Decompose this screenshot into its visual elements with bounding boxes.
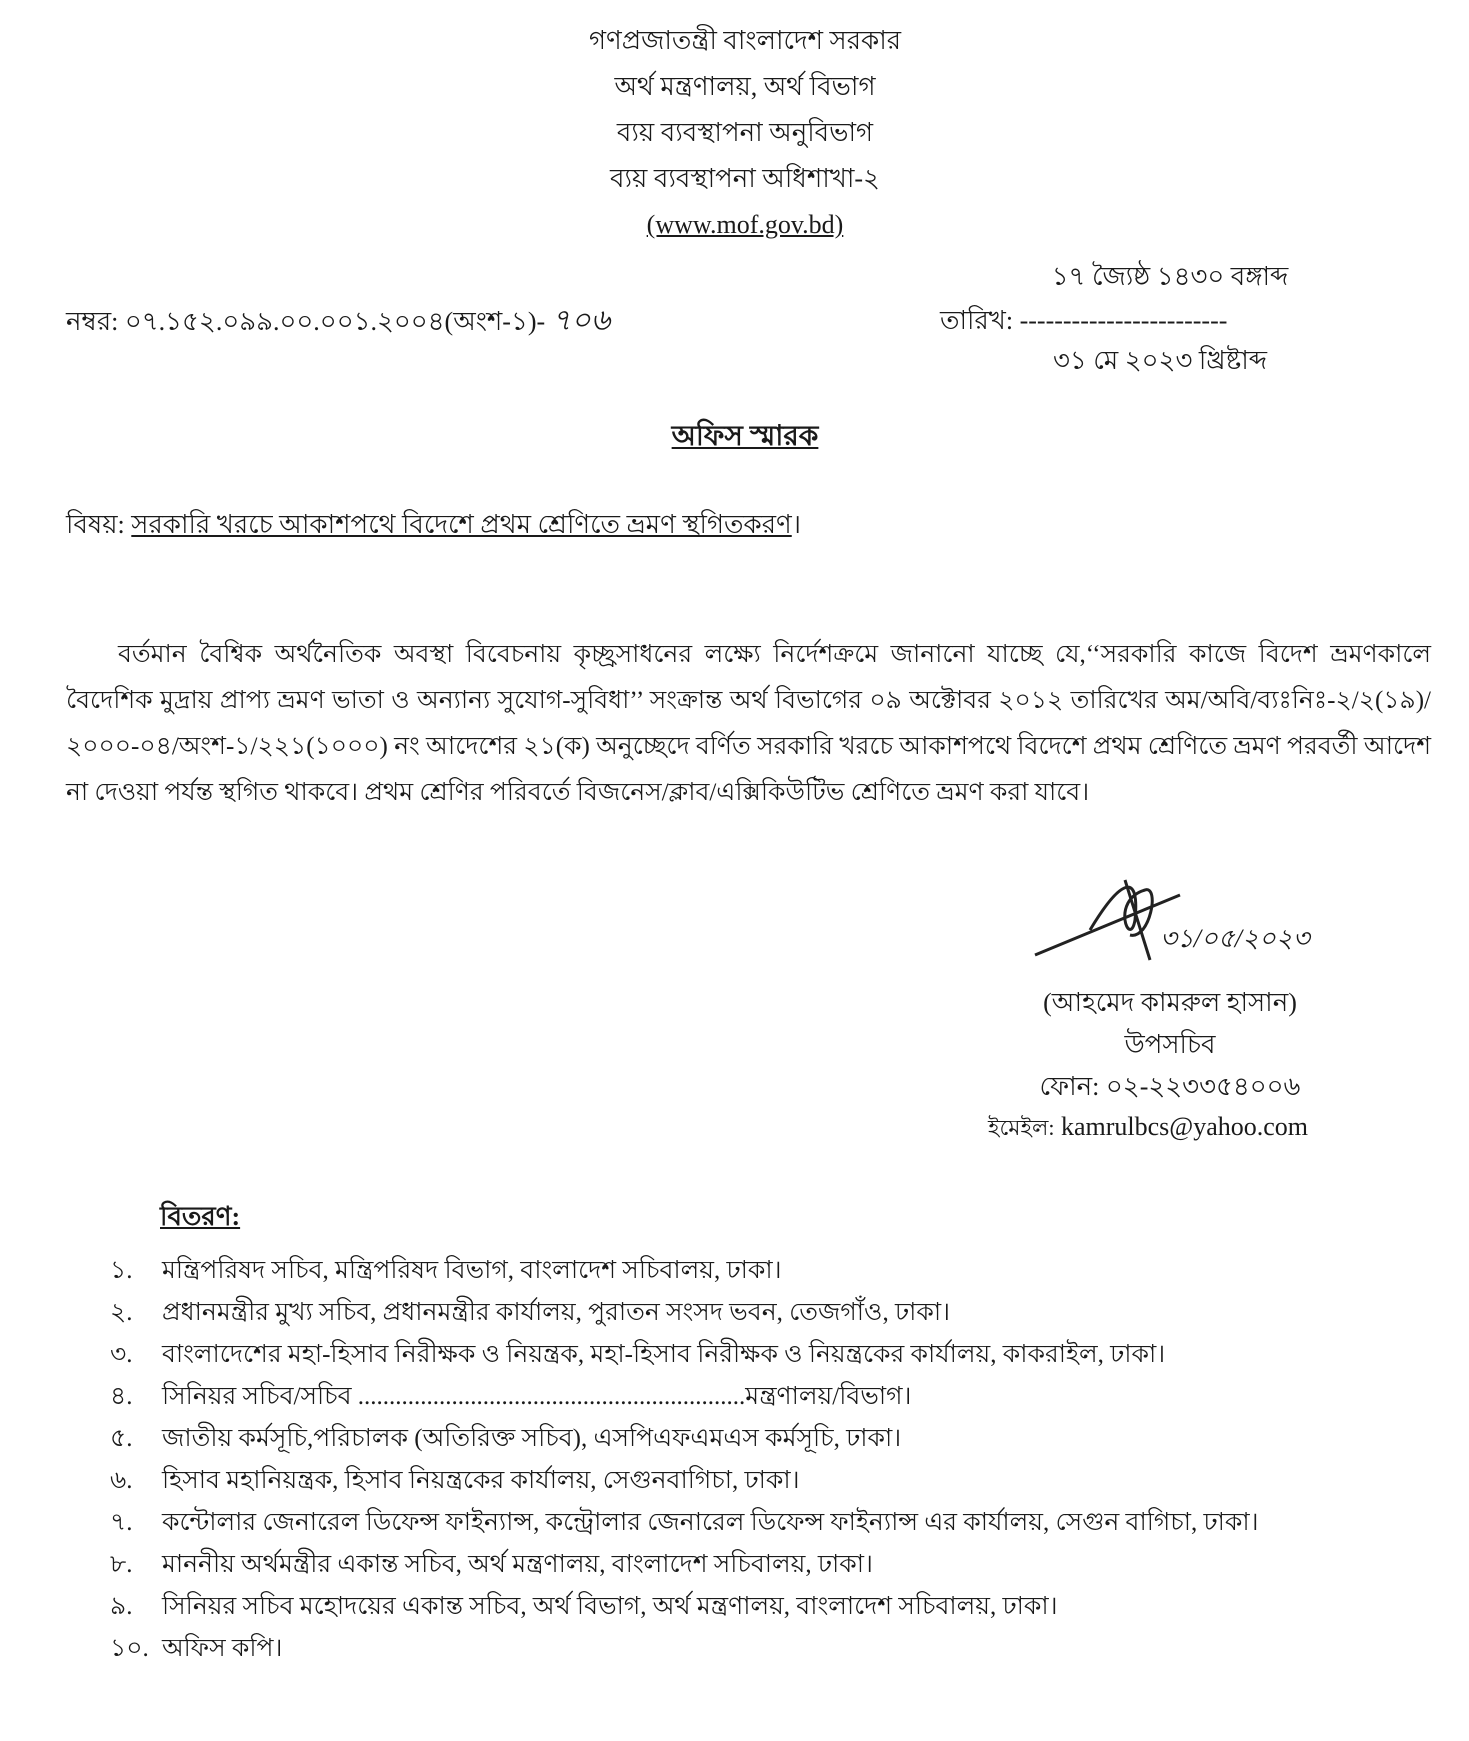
website-link[interactable]: (www.mof.gov.bd) — [646, 210, 844, 239]
subject-end: । — [791, 510, 802, 539]
phone-label: ফোন: — [1039, 1072, 1100, 1101]
item-number: ১০. — [110, 1635, 149, 1662]
subject-label: বিষয়: — [66, 510, 125, 539]
letterhead — [0, 26, 1469, 240]
handwritten-number: ৭০৬ — [551, 304, 611, 337]
signatory-phone — [1000, 1072, 1340, 1102]
reference-value: ০৭.১৫২.০৯৯.০০.০০১.২০০৪(অংশ-১)- — [124, 307, 546, 336]
item-text: অফিস কপি। — [162, 1635, 283, 1662]
item-number: ৭. — [110, 1509, 133, 1536]
header-line: ব্যয় ব্যবস্থাপনা অধিশাখা-২ — [610, 164, 880, 193]
list-item — [110, 1508, 1259, 1550]
signatory-email — [988, 1112, 1308, 1143]
list-item — [110, 1550, 1259, 1592]
item-text: সিনিয়র সচিব মহোদয়ের একান্ত সচিব, অর্থ বিভাগ, অর্থ মন্ত্রণালয়, বাংলাদেশ সচিবালয়, ঢাকা। — [162, 1593, 1058, 1620]
phone-value: ০২-২২৩৩৫৪০০৬ — [1105, 1072, 1301, 1101]
header-line: অর্থ মন্ত্রণালয়, অর্থ বিভাগ — [614, 72, 876, 101]
item-text: হিসাব মহানিয়ন্ত্রক, হিসাব নিয়ন্ত্রকের কার্যালয়, সেগুনবাগিচা, ঢাকা। — [162, 1467, 800, 1494]
item-text: প্রধানমন্ত্রীর মুখ্য সচিব, প্রধানমন্ত্রীর কার্যালয়, পুরাতন সংসদ ভবন, তেজগাঁও, ঢাকা। — [162, 1299, 951, 1326]
distribution-heading: বিতরণ: — [160, 1202, 241, 1231]
list-item — [110, 1592, 1259, 1634]
date-gregorian: ৩১ মে ২০২৩ খ্রিষ্টাব্দ — [1052, 346, 1268, 375]
item-text: সিনিয়র সচিব/সচিব ..............................................................মন্ত্রণালয়/বিভাগ। — [162, 1383, 912, 1410]
list-item — [110, 1634, 1259, 1676]
item-number: ৮. — [110, 1551, 133, 1578]
item-number: ৫. — [110, 1425, 133, 1452]
list-item — [110, 1340, 1259, 1382]
date-bangla: ১৭ জ্যৈষ্ঠ ১৪৩০ বঙ্গাব্দ — [1051, 262, 1289, 291]
item-number: ২. — [110, 1299, 133, 1326]
subject-line — [66, 510, 801, 540]
item-number: ৩. — [110, 1341, 133, 1368]
item-text: কন্টোলার জেনারেল ডিফেন্স ফাইন্যান্স, কন্ট্রোলার জেনারেল ডিফেন্স ফাইন্যান্স এর কার্যালয়, সেগুন বাগিচা, ঢাকা। — [162, 1509, 1259, 1536]
list-item — [110, 1256, 1259, 1298]
list-item — [110, 1466, 1259, 1508]
document-title: অফিস স্মারক — [671, 421, 819, 452]
reference-number — [66, 306, 610, 337]
email-value[interactable]: kamrulbcs@yahoo.com — [1060, 1112, 1309, 1141]
date-dashes: ------------------------ — [1019, 306, 1228, 335]
reference-label: নম্বর: — [66, 307, 119, 336]
distribution-list — [110, 1256, 1259, 1676]
header-line: ব্যয় ব্যবস্থাপনা অনুবিভাগ — [616, 118, 874, 147]
list-item — [110, 1298, 1259, 1340]
item-text: মন্ত্রিপরিষদ সচিব, মন্ত্রিপরিষদ বিভাগ, বাংলাদেশ সচিবালয়, ঢাকা। — [162, 1257, 782, 1284]
subject-text: সরকারি খরচে আকাশপথে বিদেশে প্রথম শ্রেণিতে ভ্রমণ স্থগিতকরণ — [131, 510, 792, 539]
list-item — [110, 1382, 1259, 1424]
signature-date: ৩১/০৫/২০২৩ — [1160, 924, 1310, 953]
list-item — [110, 1424, 1259, 1466]
header-line: গণপ্রজাতন্ত্রী বাংলাদেশ সরকার — [588, 26, 902, 55]
item-number: ১. — [110, 1257, 133, 1284]
body-paragraph: বর্তমান বৈশ্বিক অর্থনৈতিক অবস্থা বিবেচনায় কৃচ্ছ্রসাধনের লক্ষ্যে নির্দেশক্রমে জানানো যাচ্ছে যে,‘‘সরকারি কাজে বিদেশ ভ্রমণকালে বৈদেশিক মুদ্রায় প্রাপ্য ভ্রমণ ভাতা ও অন্যান্য সুযোগ-সুবিধা’’ সংক্রান্ত অর্থ বিভাগের ০৯ অক্টোবর ২০১২ তারিখের অম/অবি/ব্যঃনিঃ-২/২(১৯)/২০০০-০৪/অংশ-১/২২১(১০০০) নং আদেশের ২১(ক) অনুচ্ছেদে বর্ণিত সরকারি খরচে আকাশপথে বিদেশে প্রথম শ্রেণিতে ভ্রমণ পরবর্তী আদেশ না দেওয়া পর্যন্ত স্থগিত থাকবে। প্রথম শ্রেণির পরিবর্তে বিজনেস/ক্লাব/এক্সিকিউটিভ শ্রেণিতে ভ্রমণ করা যাবে। — [66, 641, 1431, 806]
item-number: ৬. — [110, 1467, 133, 1494]
signatory-name: (আহমেদ কামরুল হাসান) — [1043, 988, 1297, 1017]
date-line — [940, 306, 1227, 336]
signatory-designation: উপসচিব — [1124, 1030, 1216, 1059]
item-number: ৪. — [110, 1383, 133, 1410]
item-text: বাংলাদেশের মহা-হিসাব নিরীক্ষক ও নিয়ন্ত্রক, মহা-হিসাব নিরীক্ষক ও নিয়ন্ত্রকের কার্যালয়, কাকরাইল, ঢাকা। — [162, 1341, 1166, 1368]
item-text: জাতীয় কর্মসূচি,পরিচালক (অতিরিক্ত সচিব), এসপিএফএমএস কর্মসূচি, ঢাকা। — [162, 1425, 902, 1452]
date-label: তারিখ: — [940, 306, 1014, 335]
item-text: মাননীয় অর্থমন্ত্রীর একান্ত সচিব, অর্থ মন্ত্রণালয়, বাংলাদেশ সচিবালয়, ঢাকা। — [162, 1551, 873, 1578]
item-number: ৯. — [110, 1593, 133, 1620]
email-label: ইমেইল: — [988, 1115, 1055, 1140]
